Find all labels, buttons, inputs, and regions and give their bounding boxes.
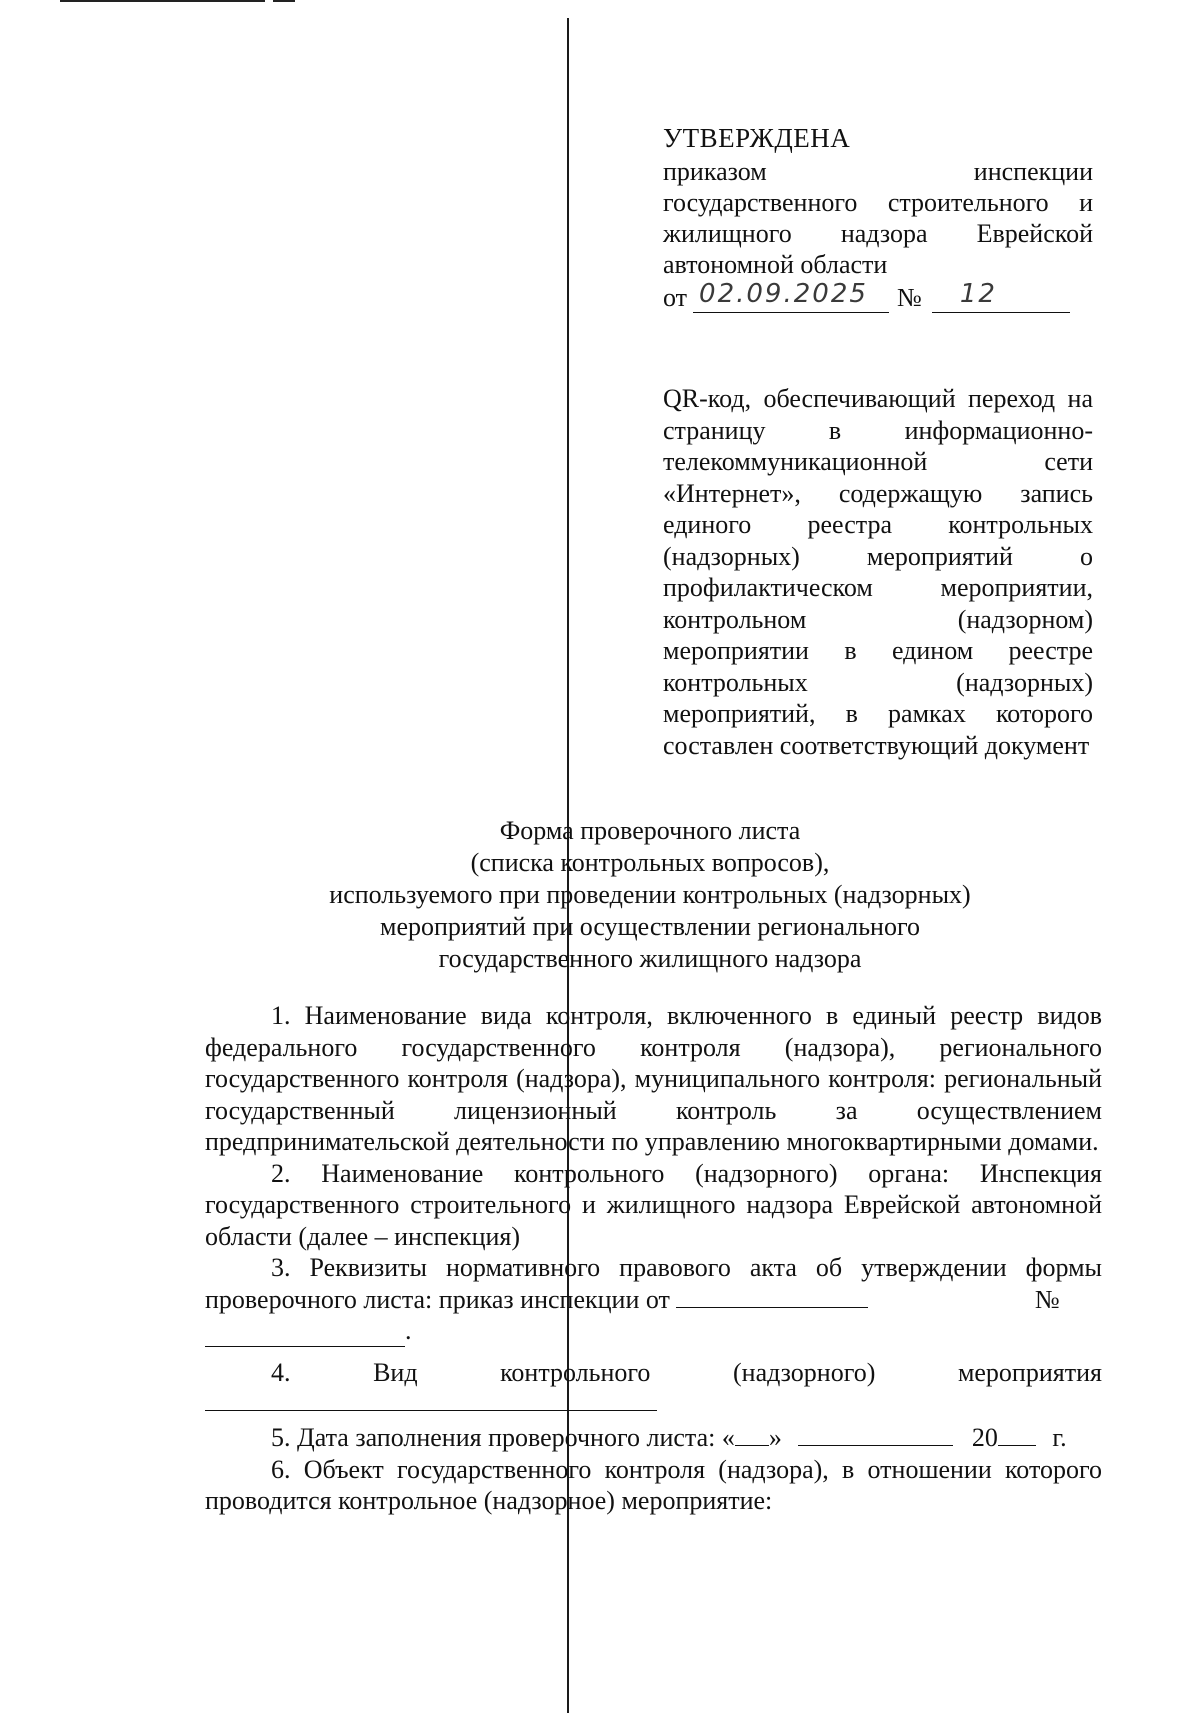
approval-date-handwritten: 02.09.2025 (699, 279, 868, 309)
item-3-number-line (205, 1315, 1102, 1347)
item-4-blank (205, 1388, 657, 1411)
item-5-year-blank (998, 1423, 1036, 1446)
form-title-line-2: (списка контрольных вопросов), (470, 848, 830, 877)
item-5-mid: » (768, 1423, 782, 1452)
form-title-line-1: Форма проверочного листа (499, 816, 801, 845)
item-4 (205, 1357, 1102, 1389)
form-title (250, 815, 1050, 975)
item-3-text: 3. Реквизиты нормативного правового акта об утверждении формы проверочного листа: приказ инспекции от (205, 1253, 1102, 1314)
approval-order-word: приказом (663, 157, 767, 186)
form-title-line-4: мероприятий при осуществлении регионального (379, 912, 920, 941)
item-3-date-blank (676, 1285, 868, 1308)
item-4-word-1: Вид (373, 1357, 418, 1387)
item-4-word-2: контрольного (500, 1357, 651, 1387)
qr-code-note: QR-код, обеспечивающий переход на страницу в информационно-телекоммуникационной сети «Интернет», содержащую запись единого реестра контрольных (надзорных) мероприятий о профилактическом мероприятии, контрольном (надзорном) мероприятии в едином реестре контрольных (надзорных) мероприятий, в рамках которого составлен соответствующий документ (663, 384, 1093, 760)
item-5-day-blank (735, 1423, 769, 1446)
approval-block (663, 123, 1093, 313)
item-2: 2. Наименование контрольного (надзорного) органа: Инспекция государственного строительного и жилищного надзора Еврейской автономной области (далее – инспекция) (205, 1158, 1102, 1251)
item-3-end: . (405, 1316, 412, 1345)
approval-order-line (663, 156, 1093, 187)
scan-mark-top-short (273, 0, 295, 2)
item-1: 1. Наименование вида контроля, включенного в единый реестр видов федерального государственного контроля (надзора), регионального государственного контроля (надзора), муниципального контроля: региональный государственный лицензионный контроль за осуществлением предпринимательской деятельности по управлению многоквартирными домами. (205, 1001, 1102, 1156)
approval-inspection-word: инспекции (973, 157, 1093, 186)
approval-number-handwritten: 12 (959, 279, 997, 309)
item-5-prefix: 5. Дата заполнения проверочного листа: « (271, 1423, 735, 1452)
approval-number-field (932, 279, 1070, 313)
item-4-word-3: (надзорного) (733, 1357, 876, 1387)
item-6: 6. Объект государственного контроля (надзора), в отношении которого проводится контрольное (надзорное) мероприятие: (205, 1454, 1102, 1515)
item-3 (205, 1252, 1102, 1315)
approval-date-field (693, 279, 889, 313)
item-5-suffix: г. (1052, 1423, 1067, 1452)
approval-date-prefix: от (663, 283, 688, 312)
item-4-num: 4. (271, 1357, 291, 1387)
approval-number-label: № (897, 283, 922, 312)
approval-date-number-line (663, 279, 1093, 313)
item-3-number-label: № (1034, 1284, 1060, 1314)
form-title-line-3: используемого при проведении контрольных (надзорных) (329, 880, 971, 909)
item-4-line (205, 1388, 1102, 1410)
item-5-year: 20 (971, 1423, 998, 1452)
item-5 (205, 1422, 1102, 1454)
item-5-month-blank (798, 1423, 953, 1446)
scan-mark-top (60, 0, 265, 2)
approval-heading: УТВЕРЖДЕНА (663, 123, 851, 153)
item-4-word-4: мероприятия (957, 1357, 1102, 1387)
item-3-number-blank (205, 1324, 405, 1347)
form-body (205, 1000, 1102, 1517)
form-title-line-5: государственного жилищного надзора (438, 944, 862, 973)
approval-authority: государственного строительного и жилищного надзора Еврейской автономной области (663, 188, 1093, 279)
